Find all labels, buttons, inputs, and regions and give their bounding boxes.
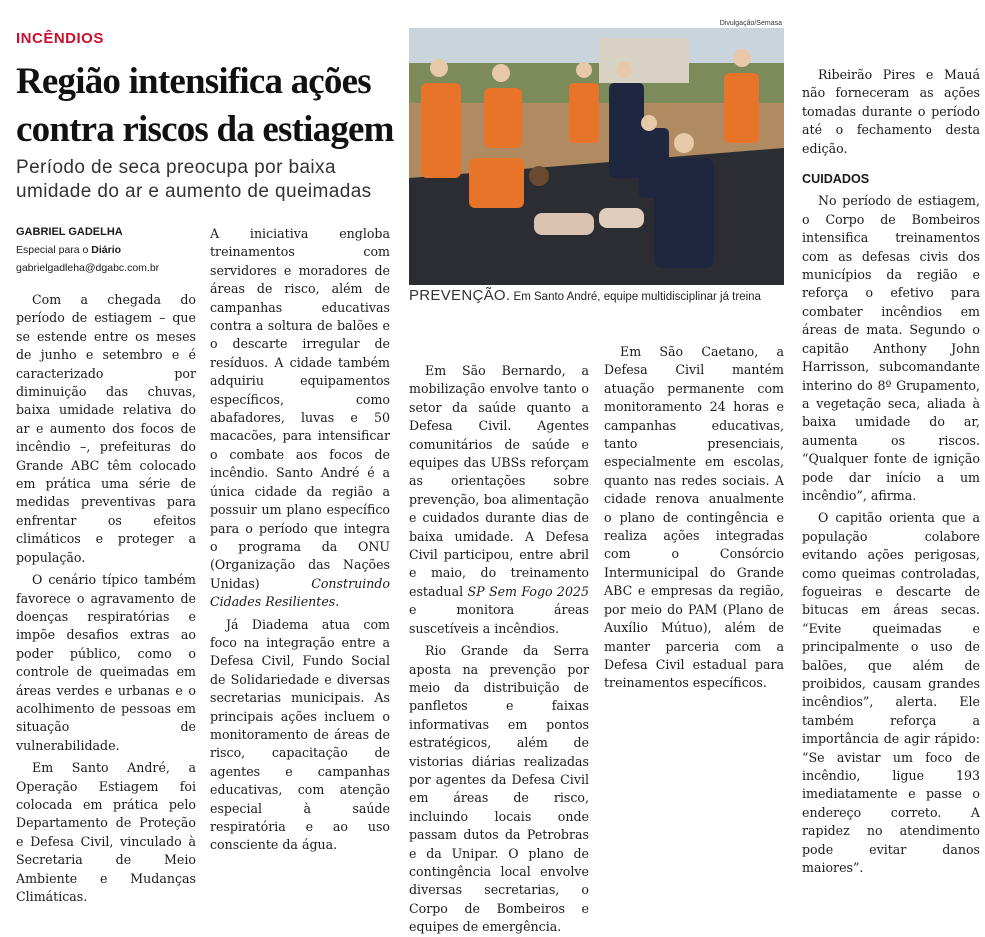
author-role [16,241,206,259]
headline: Região intensifica ações contra riscos da estiagem [16,61,394,150]
column-1 [16,291,196,904]
newspaper-name: Diário [91,244,122,256]
subsection-heading: CUIDADOS [802,172,870,187]
byline [16,223,206,277]
paragraph: Em Santo André, a Operação Estiagem foi colocada em prática pelo Departamento de Proteção e Defesa Civil, vinculado à Secretaria de Meio Ambiente e Mudanças Climáticas. [16,760,196,904]
paragraph: O cenário típico também favorece o agravamento de doenças respiratórias e impõe desafios extras ao poder público, como o controle de queimadas em áreas verdes e urbanas e o acolhimento de pessoas em situação de vulnerabilidade. [16,572,196,753]
caption-tag: PREVENÇÃO. [409,287,511,304]
paragraph-end: e monitora áreas suscetíveis a incêndios. [409,602,589,636]
section-label: INCÊNDIOS [16,30,104,47]
paragraph [409,362,589,638]
paragraph-end: . [335,594,340,610]
training-scene-image [409,28,784,285]
news-photo [409,28,784,285]
program-name: Construindo Cidades Resilientes [210,575,390,610]
paragraph: No período de estiagem, o Corpo de Bombeiros intensifica treinamentos com as defesas civis dos municípios da região e reforça o efetivo para combater incêndios em áreas de mata. Segundo o capitão Anthony John Harrisson, subcomandante interino do 8º Grupamento, a vegetação seca, aliada à baixa umidade do ar, aumenta os riscos. “Qualquer fonte de ignição pode dar início a um incêndio”, afirma. [802,193,980,503]
column-4 [604,343,784,721]
paragraph-continued [210,225,390,612]
paragraph: Em São Caetano, a Defesa Civil mantém atuação permanente com monitoramento 24 horas e campanhas educativas, tanto presenciais, especialmente em escolas, quanto nas redes sociais. A cidade renova anualmente o plano de contingência e realiza ações integradas com o Consórcio Intermunicipal do Grande ABC e empresas da região, por meio do PAM (Plano de Auxílio Mútuo), além de manter parceria com a Defesa Civil estadual para treinamentos específicos. [604,344,784,691]
paragraph-text: Em São Bernardo, a mobilização envolve tanto o setor da saúde quanto a Defesa Civil. Agentes comunitários de saúde e equipes das UBSs reforçam as orientações sobre prevenção, boa alimentação e cuidados durante dias de baixa umidade. A Defesa Civil participou, entre abril e maio, do treinamento estadual [409,363,589,599]
paragraph: Já Diadema atua com foco na integração entre a Defesa Civil, Fundo Social de Solidariedade e diversas secretarias municipais. As principais ações incluem o monitoramento de áreas de risco, capacitação de agentes e campanhas educativas, com atenção especial à saúde respiratória e ao uso consciente da água. [210,616,390,853]
program-name: SP Sem Fogo 2025 [467,583,589,599]
paragraph: Com a chegada do período de estiagem – que se estende entre os meses de junho e setembro e é caracterizado por diminuição das chuvas, baixa umidade relativa do ar e aumento dos focos de incêndio –, prefeituras do Grande ABC têm colocado em prática uma série de medidas preventivas para enfrentar os efeitos climáticos e proteger a população. [16,292,196,565]
column-2 [210,225,390,853]
author-role-prefix: Especial para o [16,244,92,256]
paragraph: O capitão orienta que a população colabore evitando ações perigosas, como queimas controladas, fogueiras e descarte de bitucas em áreas secas. “Evite queimadas e principalmente o uso de balões, que além de proibidos, causam grandes incêndios”, alerta. Ele também reforça a importância de agir rápido: “Se avistar um foco de incêndio, ligue 193 imediatamente e passe o endereço correto. A rapidez no atendimento pode evitar danos maiores”. [802,510,980,876]
photo-credit: Divulgação/Semasa [719,20,782,27]
paragraph: Ribeirão Pires e Mauá não forneceram as ações tomadas durante o período até o fechamento desta edição. [802,67,980,156]
author-email[interactable]: gabrielgadleha@dgabc.com.br [16,262,160,274]
column-5 [802,66,980,876]
subheadline: Período de seca preocupa por baixa umidade do ar e aumento de queimadas [16,157,372,202]
photo-caption [409,287,784,304]
caption-text: Em Santo André, equipe multidisciplinar já treina [510,291,761,303]
paragraph-text: A iniciativa engloba treinamentos com servidores e moradores de áreas de risco, além de campanhas educativas contra a soltura de balões e o descarte irregular de resíduos. A cidade também adquiriu equipamentos específicos, como abafadores, luvas e 50 macacões, para intensificar o combate aos focos de incêndio. Santo André é a única cidade da região a possuir um plano específico para o período que integra o programa da ONU (Organização das Nações Unidas) [210,226,390,591]
author-name: GABRIEL GADELHA [16,226,123,238]
paragraph: Rio Grande da Serra aposta na prevenção por meio da distribuição de panfletos e faixas informativas em pontos estratégicos, além de vistorias diárias realizadas por agentes da Defesa Civil em áreas de risco, incluindo locais onde passam dutos da Petrobras e da Unipar. O plano de contingência local envolve diversas secretarias, o Corpo de Bombeiros e equipes de emergência. [409,643,589,935]
column-3 [409,362,589,935]
